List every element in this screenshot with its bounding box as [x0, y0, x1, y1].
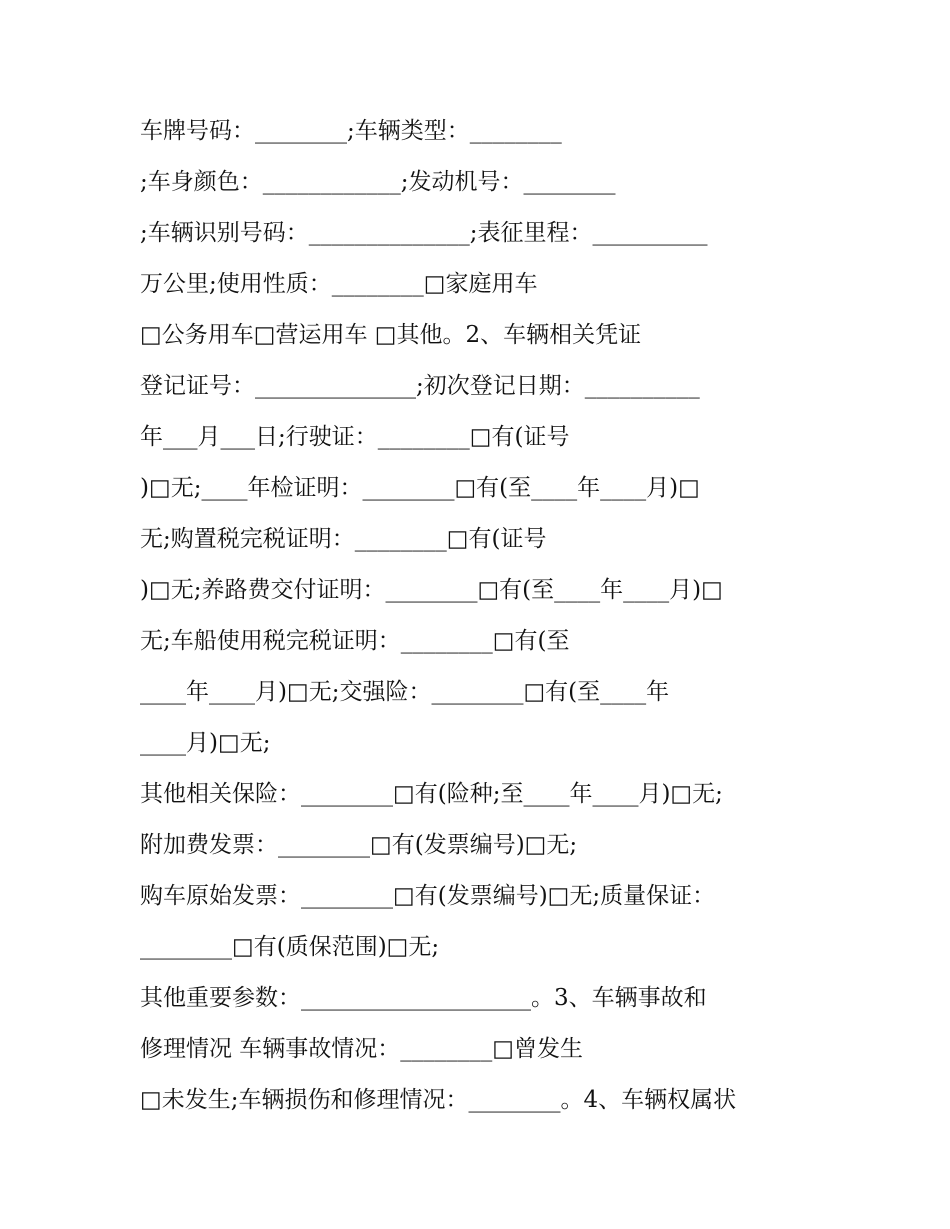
text-line: ;车辆识别号码：______________;表征里程：__________: [140, 220, 708, 246]
text-line: 车牌号码：________;车辆类型：________: [140, 118, 562, 144]
text-line: )□无;____年检证明：________□有(至____年____月)□: [140, 475, 700, 501]
text-line: ____年____月)□无;交强险：________□有(至____年: [140, 679, 670, 705]
text-line: ;车身颜色：____________;发动机号：________: [140, 169, 616, 195]
text-line: □未发生;车辆损伤和修理情况：________。4、车辆权属状: [140, 1087, 737, 1113]
text-line: □公务用车□营运用车 □其他。2、车辆相关凭证: [140, 322, 642, 348]
text-line: 其他重要参数：____________________。3、车辆事故和: [140, 985, 707, 1011]
text-line: ________□有(质保范围)□无;: [140, 934, 440, 960]
text-line: 登记证号：______________;初次登记日期：__________: [140, 373, 700, 399]
text-line: 修理情况 车辆事故情况：________□曾发生: [140, 1036, 584, 1062]
text-line: 无;购置税完税证明：________□有(证号: [140, 526, 547, 552]
text-line: ____月)□无;: [140, 730, 271, 756]
document-body: [140, 106, 830, 1126]
text-line: 年___月___日;行驶证：________□有(证号: [140, 424, 570, 450]
text-line: 万公里;使用性质：________□家庭用车: [140, 271, 538, 297]
text-line: )□无;养路费交付证明：________□有(至____年____月)□: [140, 577, 723, 603]
text-line: 无;车船使用税完税证明：________□有(至: [140, 628, 570, 654]
text-line: 其他相关保险：________□有(险种;至____年____月)□无;: [140, 781, 723, 807]
text-line: 购车原始发票：________□有(发票编号)□无;质量保证：: [140, 883, 716, 909]
text-line: 附加费发票：________□有(发票编号)□无;: [140, 832, 578, 858]
